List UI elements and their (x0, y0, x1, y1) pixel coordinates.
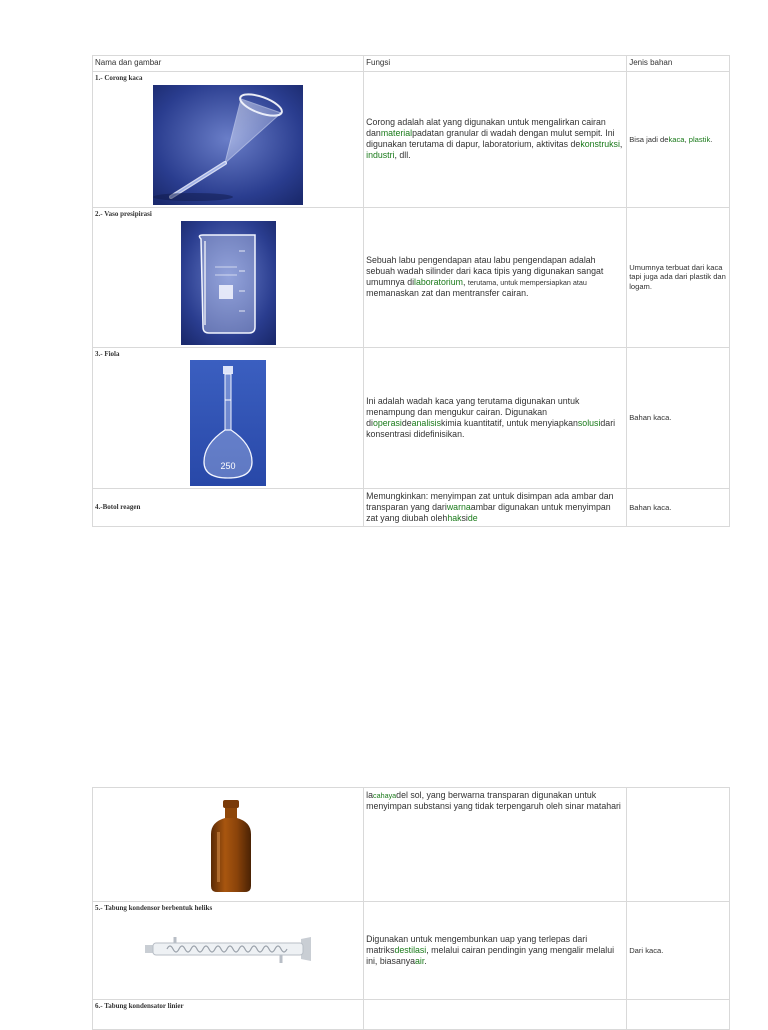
fungsi-text: . (424, 955, 427, 966)
fungsi-text: padatan granular di wadah dengan mulut sempit. Ini digunakan terutama di dapur, laboratorium, aktivitas de (366, 128, 615, 150)
fungsi-text: , melalui cairan pendingin yang mengalir melalui ini, biasanya (366, 945, 615, 966)
volumetric-flask-image (190, 360, 266, 486)
link-operasi[interactable]: operasi (372, 417, 402, 428)
bahan-cell: Umumnya terbuat dari kaca tapi juga ada dari plastik dan logam. (627, 207, 730, 347)
fungsi-cell (364, 788, 627, 902)
bahan-text: . (710, 134, 713, 144)
item-cell (93, 347, 364, 489)
fungsi-cell (364, 207, 627, 347)
link-kaca[interactable]: kaca (668, 134, 685, 144)
link-warna[interactable]: warna (446, 502, 471, 513)
link-konstruksi[interactable]: konstruksi (580, 139, 620, 150)
fungsi-text: Ini adalah wadah kaca yang terutama digunakan untuk menampung dan mengukur cairan. Digunakan di (366, 395, 580, 428)
link-analisis[interactable]: analisis (411, 417, 441, 428)
fungsi-text: memanaskan zat dan mentransfer cairan. (366, 288, 529, 299)
fungsi-cell (364, 489, 627, 527)
header-bahan: Jenis bahan (627, 56, 730, 72)
funnel-image (153, 85, 303, 205)
item-title: 6.- Tabung kondensator linier (95, 1002, 184, 1010)
fungsi-text: del sol, yang berwarna transparan digunakan untuk menyimpan substansi yang tidak terpengaruh oleh sinar matahari (366, 790, 621, 811)
beaker-image (181, 221, 276, 345)
item-title: 2.- Vaso presipirasi (95, 209, 152, 218)
link-destilasi[interactable]: destilasi (394, 945, 427, 955)
table-row (93, 207, 730, 347)
lab-equipment-table-continued (92, 787, 730, 1030)
item-title: 3.- Fiola (95, 349, 120, 358)
bahan-cell (627, 1000, 730, 1030)
link-plastik[interactable]: plastik (688, 134, 711, 144)
flask-volume-label: 250 (220, 461, 236, 472)
item-cell (93, 489, 364, 527)
bahan-cell (627, 72, 730, 208)
fungsi-text: Memungkinkan: menyimpan zat untuk disimpan ada ambar dan transparan yang dari (366, 491, 614, 513)
table-row (93, 788, 730, 902)
item-cell (93, 72, 364, 208)
item-cell (93, 1000, 364, 1030)
header-nama: Nama dan gambar (93, 56, 364, 72)
link-solusi[interactable]: solusi (577, 417, 601, 428)
bahan-cell: Dari kaca. (627, 902, 730, 1000)
bahan-cell: Bahan kaca. (627, 347, 730, 489)
fungsi-cell (364, 347, 627, 489)
bahan-cell: Bahan kaca. (627, 489, 730, 527)
link-material[interactable]: material (380, 128, 413, 139)
table-row (93, 347, 730, 489)
lab-equipment-table (92, 55, 730, 527)
item-cell (93, 207, 364, 347)
fungsi-text: si (461, 513, 468, 524)
table-row (93, 489, 730, 527)
item-title: 4.-Botol reagen (95, 503, 141, 512)
link-air[interactable]: air (415, 955, 425, 966)
link-de[interactable]: de (467, 513, 478, 524)
bahan-cell (627, 788, 730, 902)
item-title: 1.- Corong kaca (95, 74, 143, 82)
item-title: 5.- Tabung kondensor berbentuk heliks (95, 904, 213, 912)
link-hak[interactable]: hak (447, 513, 462, 524)
table-row (93, 1000, 730, 1030)
fungsi-text: Sebuah labu pengendapan atau labu pengendapan adalah sebuah wadah silinder dari kaca tipis yang digunakan sangat umumnya di (366, 255, 604, 288)
fungsi-text: Corong adalah alat yang digunakan untuk mengalirkan cairan dan (366, 117, 606, 139)
helix-condenser-image (145, 933, 311, 967)
fungsi-text: , dll. (394, 150, 411, 161)
fungsi-text: dari konsentrasi didefinisikan. (366, 417, 616, 439)
fungsi-text: la (366, 790, 373, 800)
fungsi-cell (364, 72, 627, 208)
header-fungsi: Fungsi (364, 56, 627, 72)
amber-reagent-bottle-image (207, 798, 255, 894)
fungsi-text: , (462, 277, 468, 288)
fungsi-text: , (619, 139, 623, 150)
fungsi-text: ambar digunakan untuk menyimpan zat yang diubah oleh (366, 502, 611, 524)
link-cahaya[interactable]: cahaya (372, 791, 397, 800)
fungsi-small-text: terutama, untuk mempersiapkan atau (467, 278, 587, 288)
item-cell (93, 902, 364, 1000)
fungsi-cell (364, 902, 627, 1000)
fungsi-text: de (401, 417, 412, 428)
bahan-text: Bisa jadi de (629, 134, 669, 144)
fungsi-text: Digunakan untuk mengembunkan uap yang terlepas dari matriks (366, 934, 588, 955)
link-laboratorium[interactable]: laboratorium (414, 277, 463, 288)
table-row (93, 902, 730, 1000)
table-header-row (93, 56, 730, 72)
link-industri[interactable]: industri (366, 150, 395, 161)
item-cell (93, 788, 364, 902)
bahan-text: , (684, 134, 689, 144)
fungsi-text: kimia kuantitatif, untuk menyiapkan (440, 417, 578, 428)
fungsi-cell (364, 1000, 627, 1030)
table-row (93, 72, 730, 208)
